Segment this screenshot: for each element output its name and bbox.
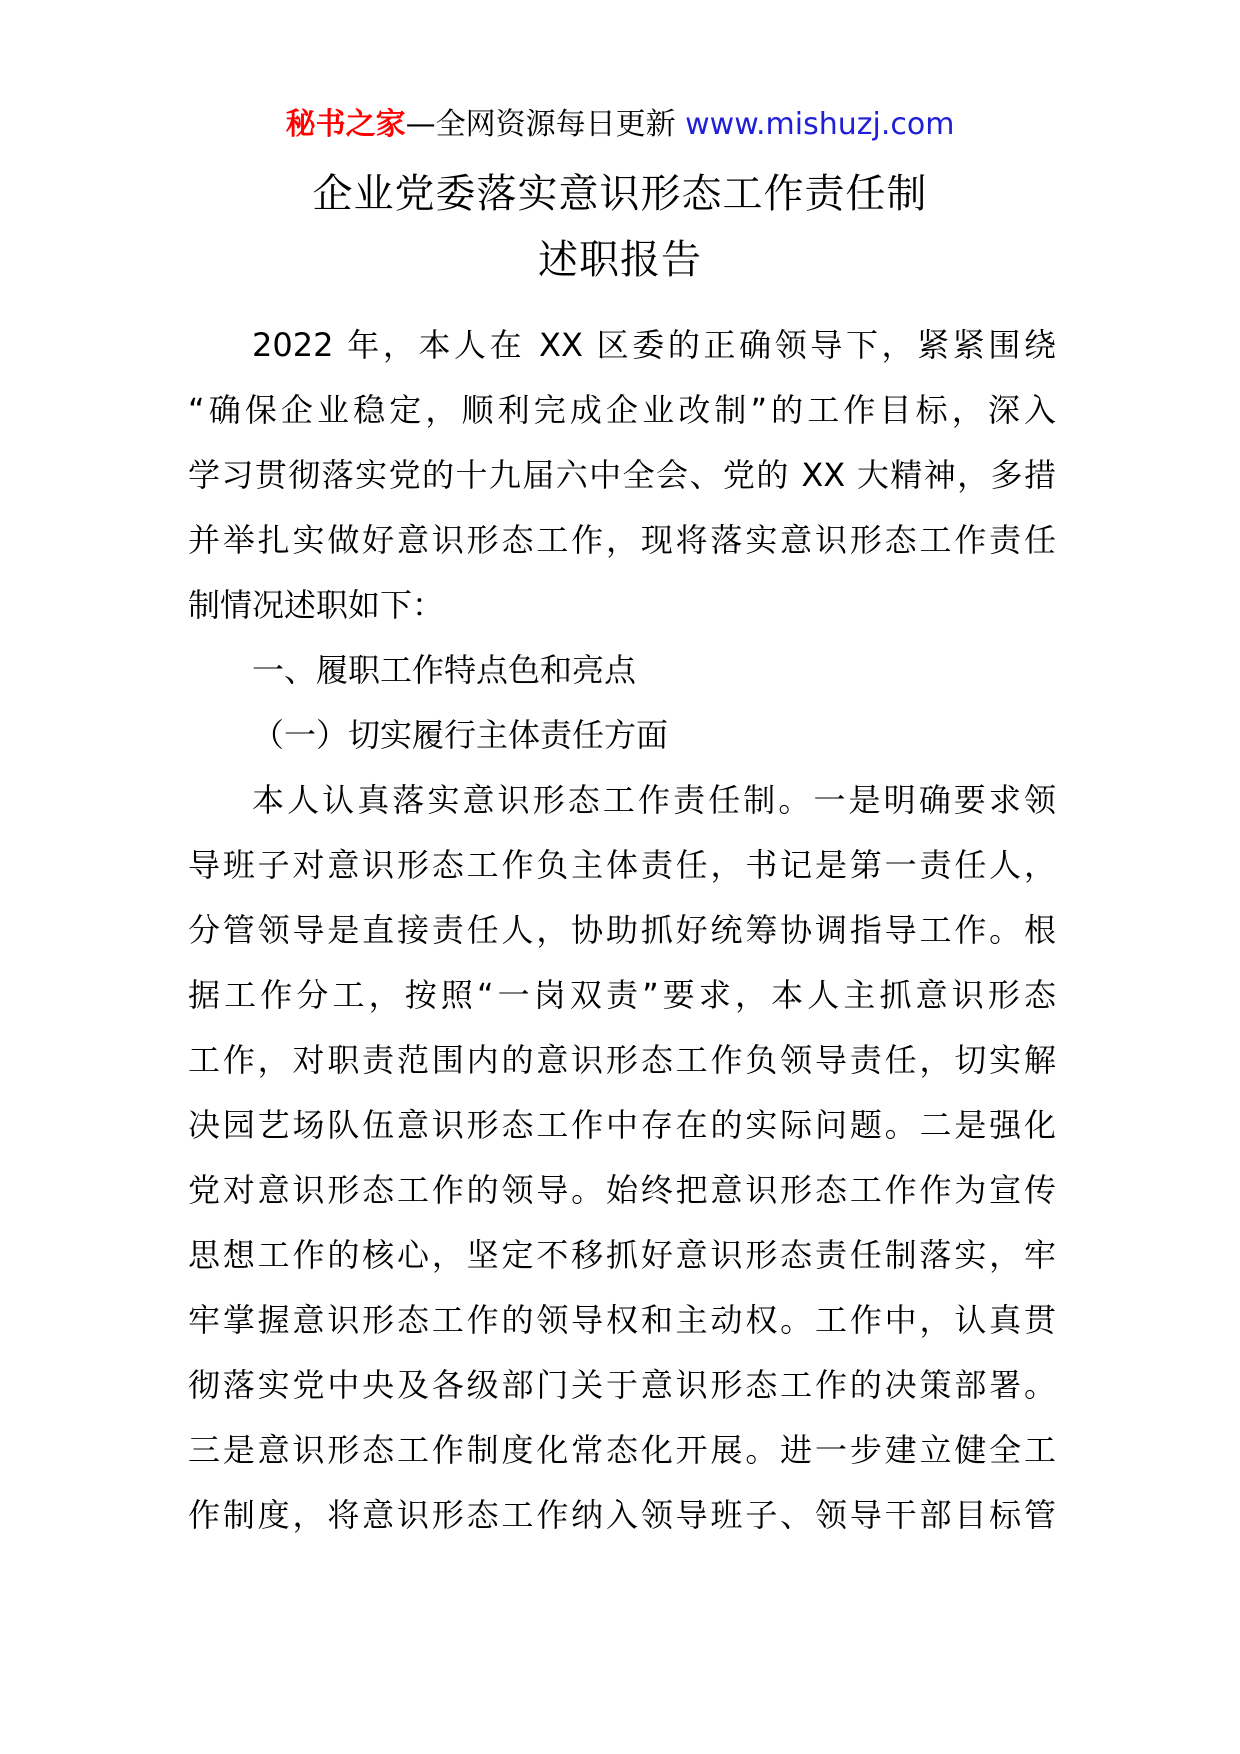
section-heading: 一、履职工作特点色和亮点 — [252, 651, 637, 689]
document-title-line-2: 述职报告 — [538, 237, 702, 283]
paragraph-line: 三是意识形态工作制度化常态化开展。进一步建立健全工 — [188, 1431, 1056, 1469]
site-banner — [0, 103, 1240, 147]
paragraph-line: 作制度，将意识形态工作纳入领导班子、领导干部目标管 — [188, 1496, 1056, 1534]
intro-line: 制情况述职如下： — [188, 586, 445, 624]
paragraph-line: 分管领导是直接责任人，协助抓好统筹协调指导工作。根 — [188, 911, 1056, 949]
paragraph-line: 本人认真落实意识形态工作责任制。一是明确要求领 — [252, 781, 1056, 819]
intro-line: 并举扎实做好意识形态工作，现将落实意识形态工作责任 — [188, 521, 1056, 559]
paragraph-line: 彻落实党中央及各级部门关于意识形态工作的决策部署。 — [188, 1366, 1056, 1404]
intro-line: “确保企业稳定，顺利完成企业改制”的工作目标，深入 — [188, 391, 1056, 429]
document-title-line-1: 企业党委落实意识形态工作责任制 — [312, 171, 928, 217]
paragraph-line: 导班子对意识形态工作负主体责任，书记是第一责任人， — [188, 846, 1056, 884]
site-tagline: —全网资源每日更新 — [405, 107, 686, 142]
paragraph-line: 牢掌握意识形态工作的领导权和主动权。工作中，认真贯 — [188, 1301, 1056, 1339]
document-body — [188, 313, 1056, 1548]
subsection-heading: （一）切实履行主体责任方面 — [252, 716, 669, 754]
site-url-link[interactable]: www.mishuzj.com — [685, 107, 955, 142]
paragraph-line: 决园艺场队伍意识形态工作中存在的实际问题。二是强化 — [188, 1106, 1056, 1144]
site-brand: 秘书之家 — [285, 107, 406, 142]
intro-line: 2022 年，本人在 XX 区委的正确领导下，紧紧围绕 — [252, 326, 1056, 364]
paragraph-line: 据工作分工，按照“一岗双责”要求，本人主抓意识形态 — [188, 976, 1056, 1014]
paragraph-line: 党对意识形态工作的领导。始终把意识形态工作作为宣传 — [188, 1171, 1056, 1209]
paragraph-line: 思想工作的核心，坚定不移抓好意识形态责任制落实，牢 — [188, 1236, 1056, 1274]
paragraph-line: 工作，对职责范围内的意识形态工作负领导责任，切实解 — [188, 1041, 1056, 1079]
intro-line: 学习贯彻落实党的十九届六中全会、党的 XX 大精神，多措 — [188, 456, 1056, 494]
